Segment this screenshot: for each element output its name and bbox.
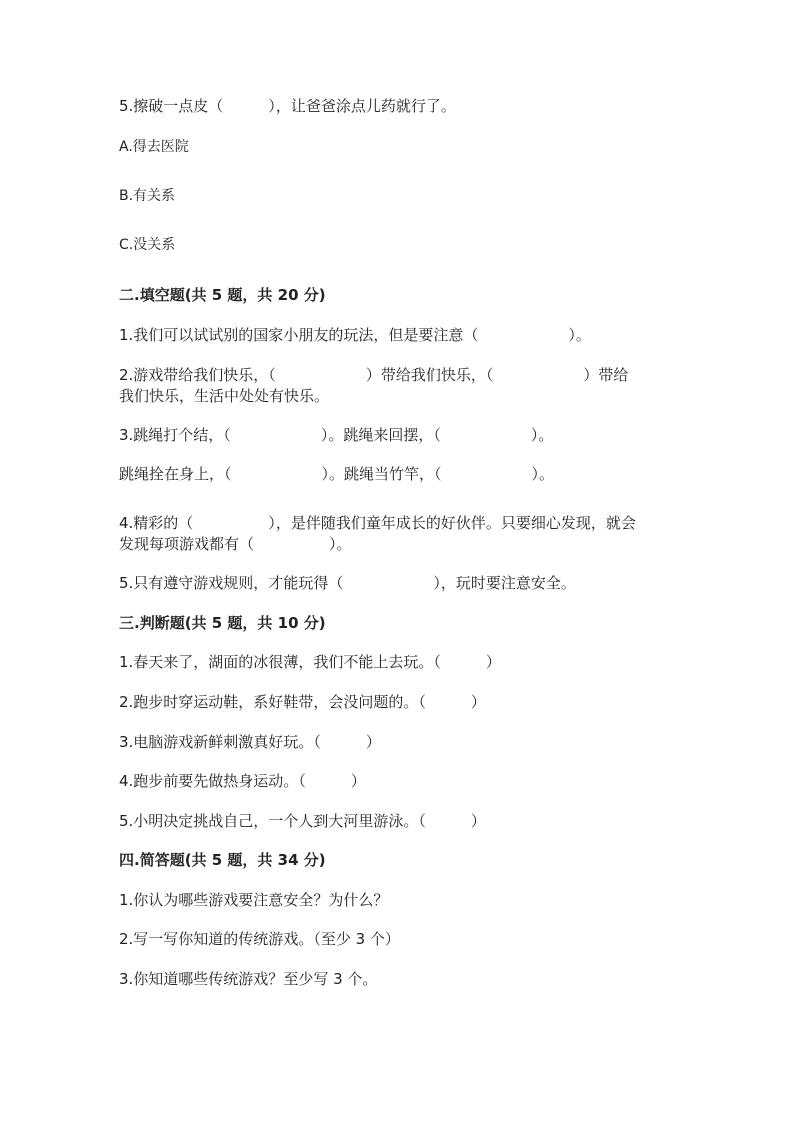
short-question-2: 2.写一写你知道的传统游戏。（至少 3 个） bbox=[119, 930, 400, 948]
section-heading-short-answer: 四.简答题(共 5 题，共 34 分) bbox=[119, 851, 326, 869]
judge-question-5: 5.小明决定挑战自己，一个人到大河里游泳。（ ） bbox=[119, 812, 486, 830]
fill-question-4-line-1: 4.精彩的（ ），是伴随我们童年成长的好伙伴。只要细心发现，就会 bbox=[119, 514, 636, 532]
short-question-3: 3.你知道哪些传统游戏？至少写 3 个。 bbox=[119, 970, 378, 988]
section-heading-fill-in: 二.填空题(共 5 题，共 20 分) bbox=[119, 286, 326, 304]
fill-question-2-line-2: 我们快乐，生活中处处有快乐。 bbox=[119, 387, 330, 405]
fill-question-2-line-1: 2.游戏带给我们快乐，（ ）带给我们快乐，（ ）带给 bbox=[119, 366, 629, 384]
fill-question-3-line-1: 3.跳绳打个结，（ ）。跳绳来回摆，（ ）。 bbox=[119, 426, 554, 444]
option-a: A.得去医院 bbox=[119, 139, 189, 155]
fill-question-4-line-2: 发现每项游戏都有（ ）。 bbox=[119, 535, 352, 553]
judge-question-2: 2.跑步时穿运动鞋，系好鞋带，会没问题的。（ ） bbox=[119, 693, 486, 711]
option-b: B.有关系 bbox=[119, 188, 176, 204]
fill-question-3-line-2: 跳绳拴在身上，（ ）。跳绳当竹竿，（ ）。 bbox=[119, 465, 555, 483]
option-c: C.没关系 bbox=[119, 237, 176, 253]
fill-question-1: 1.我们可以试试别的国家小朋友的玩法，但是要注意（ ）。 bbox=[119, 326, 591, 344]
judge-question-3: 3.电脑游戏新鲜刺激真好玩。（ ） bbox=[119, 733, 381, 751]
section-heading-true-false: 三.判断题(共 5 题，共 10 分) bbox=[119, 614, 326, 632]
fill-question-5: 5.只有遵守游戏规则，才能玩得（ ），玩时要注意安全。 bbox=[119, 574, 576, 592]
judge-question-4: 4.跑步前要先做热身运动。（ ） bbox=[119, 772, 366, 790]
short-question-1: 1.你认为哪些游戏要注意安全？为什么？ bbox=[119, 891, 389, 909]
question-5-choice: 5.擦破一点皮（ ），让爸爸涂点儿药就行了。 bbox=[119, 97, 456, 115]
judge-question-1: 1.春天来了，湖面的冰很薄，我们不能上去玩。（ ） bbox=[119, 653, 501, 671]
